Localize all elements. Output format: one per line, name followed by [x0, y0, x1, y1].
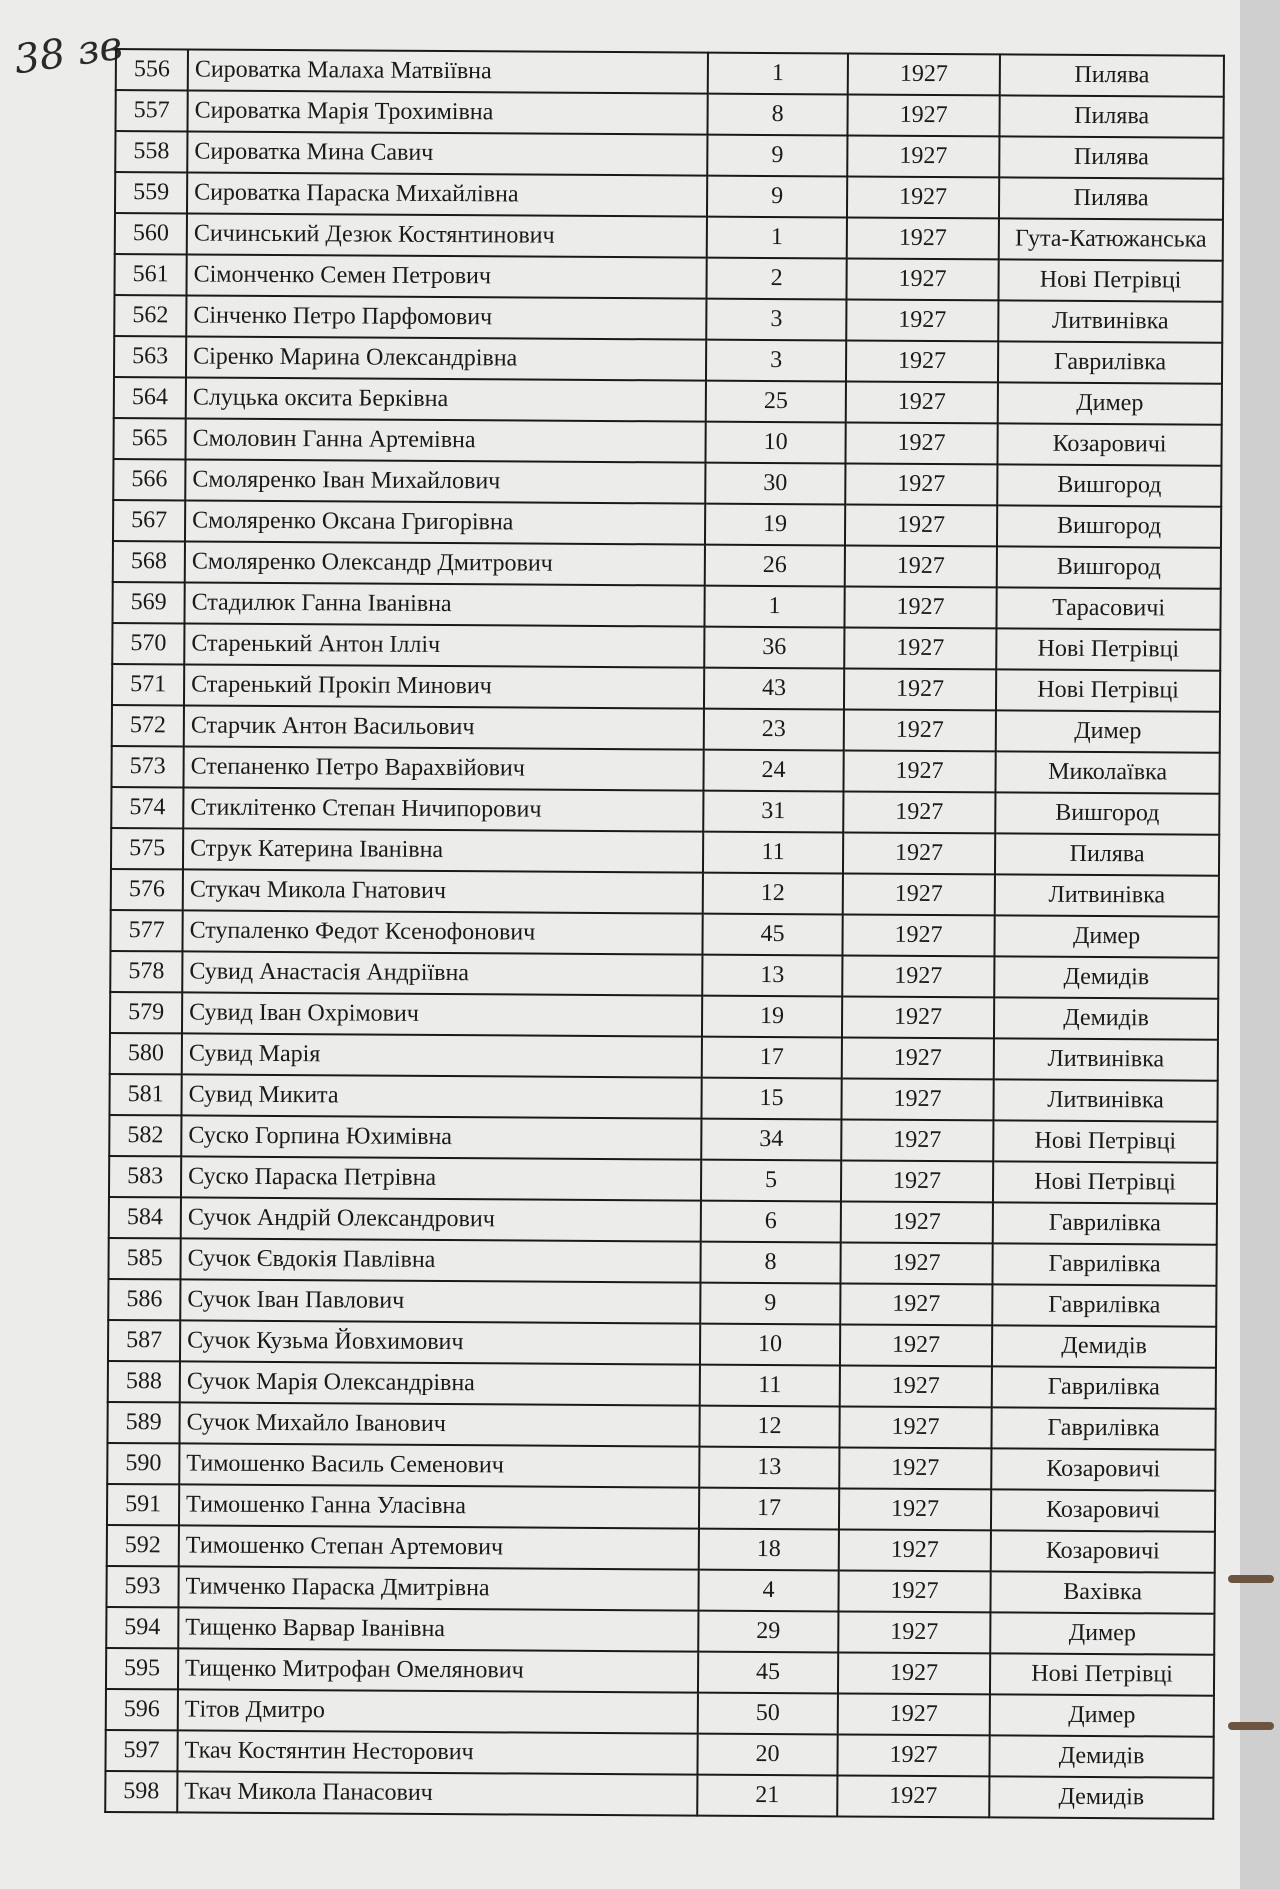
- row-number: 592: [107, 1525, 179, 1566]
- person-name: Стиклітенко Степан Ничипорович: [183, 787, 703, 831]
- row-number: 570: [112, 623, 184, 664]
- table-row: [109, 1156, 1217, 1204]
- row-number: 556: [116, 49, 188, 90]
- person-name: Тимошенко Ганна Уласівна: [179, 1484, 699, 1528]
- year-cell: 1927: [841, 1078, 993, 1120]
- village-cell: Миколаївка: [995, 751, 1219, 793]
- count-cell: 19: [702, 996, 842, 1038]
- table-row: [113, 500, 1221, 548]
- village-cell: Литвинівка: [993, 1079, 1217, 1121]
- count-cell: 10: [700, 1324, 840, 1366]
- binding-thread-icon: [1228, 1722, 1274, 1730]
- person-name: Ступаленко Федот Ксенофонович: [182, 910, 702, 954]
- village-cell: Димер: [998, 382, 1222, 424]
- village-cell: Димер: [990, 1612, 1214, 1654]
- village-cell: Козаровичі: [991, 1530, 1215, 1572]
- person-name: Стадилюк Ганна Іванівна: [184, 582, 704, 626]
- row-number: 564: [114, 377, 186, 418]
- count-cell: 18: [699, 1529, 839, 1571]
- row-number: 557: [115, 90, 187, 131]
- village-cell: Нові Петрівці: [998, 259, 1222, 301]
- row-number: 576: [111, 869, 183, 910]
- year-cell: 1927: [840, 1242, 992, 1284]
- row-number: 583: [109, 1156, 181, 1197]
- village-cell: Козаровичі: [991, 1489, 1215, 1531]
- year-cell: 1927: [843, 832, 995, 874]
- village-cell: Пилява: [999, 136, 1223, 178]
- person-name: Тимошенко Василь Семенович: [179, 1443, 699, 1487]
- village-cell: Литвинівка: [998, 300, 1222, 342]
- person-name: Степаненко Петро Варахвійович: [183, 746, 703, 790]
- village-cell: Димер: [990, 1694, 1214, 1736]
- row-number: 574: [111, 787, 183, 828]
- table-row: [109, 1115, 1217, 1163]
- registry-table: [104, 48, 1225, 1820]
- count-cell: 17: [702, 1037, 842, 1079]
- row-number: 582: [109, 1115, 181, 1156]
- row-number: 559: [115, 172, 187, 213]
- table-row: [115, 172, 1223, 220]
- village-cell: Димер: [996, 710, 1220, 752]
- year-cell: 1927: [845, 463, 997, 505]
- table-row: [111, 787, 1219, 835]
- table-row: [111, 828, 1219, 876]
- table-row: [106, 1607, 1214, 1655]
- village-cell: Вахівка: [990, 1571, 1214, 1613]
- table-row: [113, 418, 1221, 466]
- count-cell: 1: [704, 586, 844, 628]
- row-number: 566: [113, 459, 185, 500]
- village-cell: Гаврилівка: [998, 341, 1222, 383]
- row-number: 558: [115, 131, 187, 172]
- binding-thread-icon: [1228, 1575, 1274, 1583]
- row-number: 597: [105, 1730, 177, 1771]
- table-row: [108, 1238, 1216, 1286]
- table-row: [105, 1730, 1213, 1778]
- row-number: 571: [112, 664, 184, 705]
- count-cell: 12: [699, 1406, 839, 1448]
- person-name: Сучок Марія Олександрівна: [180, 1361, 700, 1405]
- table-row: [110, 951, 1218, 999]
- person-name: Смоляренко Олександр Дмитрович: [185, 541, 705, 585]
- person-name: Тищенко Митрофан Омелянович: [178, 1648, 698, 1692]
- table-row: [113, 459, 1221, 507]
- row-number: 573: [111, 746, 183, 787]
- table-row: [109, 1074, 1217, 1122]
- village-cell: Гаврилівка: [992, 1366, 1216, 1408]
- count-cell: 2: [706, 258, 846, 300]
- count-cell: 10: [705, 422, 845, 464]
- row-number: 580: [110, 1033, 182, 1074]
- person-name: Сувид Іван Охрімович: [182, 992, 702, 1036]
- count-cell: 31: [703, 791, 843, 833]
- person-name: Струк Катерина Іванівна: [183, 828, 703, 872]
- table-row: [106, 1648, 1214, 1696]
- table-row: [107, 1484, 1215, 1532]
- person-name: Старенький Прокіп Минович: [184, 664, 704, 708]
- village-cell: Литвинівка: [995, 874, 1219, 916]
- table-row: [114, 377, 1222, 425]
- table-row: [110, 992, 1218, 1040]
- row-number: 588: [108, 1361, 180, 1402]
- village-cell: Нові Петрівці: [993, 1120, 1217, 1162]
- count-cell: 45: [702, 914, 842, 956]
- row-number: 563: [114, 336, 186, 377]
- row-number: 575: [111, 828, 183, 869]
- year-cell: 1927: [837, 1775, 989, 1817]
- year-cell: 1927: [838, 1570, 990, 1612]
- row-number: 578: [110, 951, 182, 992]
- person-name: Сучок Євдокія Павлівна: [180, 1238, 700, 1282]
- village-cell: Нові Петрівці: [993, 1161, 1217, 1203]
- count-cell: 34: [701, 1119, 841, 1161]
- row-number: 567: [113, 500, 185, 541]
- table-row: [111, 869, 1219, 917]
- row-number: 586: [108, 1279, 180, 1320]
- village-cell: Демидів: [989, 1776, 1213, 1818]
- village-cell: Нові Петрівці: [990, 1653, 1214, 1695]
- row-number: 594: [106, 1607, 178, 1648]
- year-cell: 1927: [847, 94, 999, 136]
- year-cell: 1927: [847, 135, 999, 177]
- person-name: Сироватка Марія Трохимівна: [187, 90, 707, 134]
- village-cell: Димер: [994, 915, 1218, 957]
- year-cell: 1927: [844, 668, 996, 710]
- person-name: Сучок Андрій Олександрович: [181, 1197, 701, 1241]
- row-number: 598: [105, 1771, 177, 1812]
- table-row: [109, 1197, 1217, 1245]
- count-cell: 9: [700, 1283, 840, 1325]
- count-cell: 9: [707, 135, 847, 177]
- village-cell: Гаврилівка: [991, 1407, 1215, 1449]
- village-cell: Гаврилівка: [992, 1284, 1216, 1326]
- village-cell: Пилява: [1000, 54, 1224, 96]
- row-number: 560: [115, 213, 187, 254]
- count-cell: 11: [703, 832, 843, 874]
- table-row: [108, 1361, 1216, 1409]
- year-cell: 1927: [847, 217, 999, 259]
- person-name: Сувид Анастасія Андріївна: [182, 951, 702, 995]
- count-cell: 45: [698, 1652, 838, 1694]
- person-name: Сувид Микита: [181, 1074, 701, 1118]
- year-cell: 1927: [841, 1119, 993, 1161]
- table-row: [112, 705, 1220, 753]
- year-cell: 1927: [837, 1734, 989, 1776]
- count-cell: 1: [707, 217, 847, 259]
- table-row: [108, 1279, 1216, 1327]
- row-number: 590: [107, 1443, 179, 1484]
- table-row: [107, 1443, 1215, 1491]
- year-cell: 1927: [843, 873, 995, 915]
- year-cell: 1927: [842, 914, 994, 956]
- village-cell: Нові Петрівці: [996, 628, 1220, 670]
- year-cell: 1927: [840, 1283, 992, 1325]
- village-cell: Гута-Катюжанська: [999, 218, 1223, 260]
- page-edge: [1240, 0, 1280, 1889]
- village-cell: Демидів: [994, 997, 1218, 1039]
- table-row: [116, 49, 1224, 97]
- row-number: 581: [109, 1074, 181, 1115]
- year-cell: 1927: [839, 1447, 991, 1489]
- count-cell: 20: [697, 1734, 837, 1776]
- row-number: 568: [113, 541, 185, 582]
- row-number: 565: [113, 418, 185, 459]
- count-cell: 23: [704, 709, 844, 751]
- person-name: Суско Параска Петрівна: [181, 1156, 701, 1200]
- person-name: Сичинський Дезюк Костянтинович: [187, 213, 707, 257]
- village-cell: Пилява: [999, 177, 1223, 219]
- year-cell: 1927: [845, 422, 997, 464]
- person-name: Сироватка Параска Михайлівна: [187, 172, 707, 216]
- table-row: [114, 254, 1222, 302]
- year-cell: 1927: [846, 258, 998, 300]
- count-cell: 25: [706, 381, 846, 423]
- year-cell: 1927: [846, 340, 998, 382]
- person-name: Слуцька оксита Берківна: [186, 377, 706, 421]
- year-cell: 1927: [841, 1160, 993, 1202]
- table-row: [106, 1566, 1214, 1614]
- person-name: Сучок Іван Павлович: [180, 1279, 700, 1323]
- person-name: Тітов Дмитро: [178, 1689, 698, 1733]
- table-row: [112, 582, 1220, 630]
- year-cell: 1927: [839, 1529, 991, 1571]
- year-cell: 1927: [843, 791, 995, 833]
- village-cell: Козаровичі: [991, 1448, 1215, 1490]
- village-cell: Гаврилівка: [993, 1202, 1217, 1244]
- table-row: [115, 131, 1223, 179]
- row-number: 584: [109, 1197, 181, 1238]
- count-cell: 36: [704, 627, 844, 669]
- table-row: [115, 213, 1223, 261]
- row-number: 579: [110, 992, 182, 1033]
- year-cell: 1927: [847, 176, 999, 218]
- count-cell: 15: [701, 1078, 841, 1120]
- year-cell: 1927: [838, 1652, 990, 1694]
- village-cell: Демидів: [992, 1325, 1216, 1367]
- village-cell: Демидів: [989, 1735, 1213, 1777]
- row-number: 572: [112, 705, 184, 746]
- row-number: 589: [107, 1402, 179, 1443]
- count-cell: 50: [698, 1693, 838, 1735]
- year-cell: 1927: [845, 545, 997, 587]
- count-cell: 12: [703, 873, 843, 915]
- person-name: Смоляренко Оксана Григорівна: [185, 500, 705, 544]
- row-number: 585: [108, 1238, 180, 1279]
- table-row: [107, 1402, 1215, 1450]
- count-cell: 21: [697, 1775, 837, 1817]
- count-cell: 19: [705, 504, 845, 546]
- count-cell: 8: [707, 94, 847, 136]
- person-name: Суско Горпина Юхимівна: [181, 1115, 701, 1159]
- count-cell: 4: [698, 1570, 838, 1612]
- person-name: Сучок Михайло Іванович: [179, 1402, 699, 1446]
- year-cell: 1927: [840, 1324, 992, 1366]
- year-cell: 1927: [839, 1488, 991, 1530]
- person-name: Сироватка Мина Савич: [187, 131, 707, 175]
- row-number: 561: [114, 254, 186, 295]
- handwritten-page-mark: 38 зв: [11, 22, 126, 84]
- person-name: Старенький Антон Ілліч: [184, 623, 704, 667]
- table-row: [108, 1320, 1216, 1368]
- person-name: Тищенко Варвар Іванівна: [178, 1607, 698, 1651]
- year-cell: 1927: [844, 627, 996, 669]
- year-cell: 1927: [841, 1201, 993, 1243]
- count-cell: 3: [706, 299, 846, 341]
- village-cell: Нові Петрівці: [996, 669, 1220, 711]
- table-row: [114, 295, 1222, 343]
- table-row: [110, 910, 1218, 958]
- year-cell: 1927: [846, 299, 998, 341]
- year-cell: 1927: [838, 1611, 990, 1653]
- year-cell: 1927: [844, 586, 996, 628]
- village-cell: Козаровичі: [997, 423, 1221, 465]
- person-name: Стукач Микола Гнатович: [183, 869, 703, 913]
- count-cell: 6: [701, 1201, 841, 1243]
- village-cell: Вишгород: [995, 792, 1219, 834]
- person-name: Сінченко Петро Парфомович: [186, 295, 706, 339]
- count-cell: 9: [707, 176, 847, 218]
- count-cell: 8: [700, 1242, 840, 1284]
- person-name: Ткач Костянтин Несторович: [177, 1730, 697, 1774]
- count-cell: 3: [706, 340, 846, 382]
- year-cell: 1927: [848, 53, 1000, 95]
- count-cell: 13: [699, 1447, 839, 1489]
- count-cell: 26: [705, 545, 845, 587]
- count-cell: 13: [702, 955, 842, 997]
- person-name: Тимошенко Степан Артемович: [179, 1525, 699, 1569]
- count-cell: 11: [700, 1365, 840, 1407]
- row-number: 591: [107, 1484, 179, 1525]
- table-row: [111, 746, 1219, 794]
- row-number: 577: [110, 910, 182, 951]
- year-cell: 1927: [838, 1693, 990, 1735]
- village-cell: Пилява: [999, 95, 1223, 137]
- person-name: Сучок Кузьма Йовхимович: [180, 1320, 700, 1364]
- person-name: Смоловин Ганна Артемівна: [185, 418, 705, 462]
- village-cell: Вишгород: [997, 464, 1221, 506]
- count-cell: 17: [699, 1488, 839, 1530]
- person-name: Смоляренко Іван Михайлович: [185, 459, 705, 503]
- year-cell: 1927: [845, 504, 997, 546]
- table-row: [113, 541, 1221, 589]
- count-cell: 1: [708, 53, 848, 95]
- table-row: [112, 623, 1220, 671]
- row-number: 562: [114, 295, 186, 336]
- count-cell: 24: [703, 750, 843, 792]
- year-cell: 1927: [846, 381, 998, 423]
- person-name: Ткач Микола Панасович: [177, 1771, 697, 1815]
- year-cell: 1927: [843, 750, 995, 792]
- village-cell: Пилява: [995, 833, 1219, 875]
- person-name: Тимченко Параска Дмитрівна: [178, 1566, 698, 1610]
- row-number: 593: [106, 1566, 178, 1607]
- year-cell: 1927: [844, 709, 996, 751]
- row-number: 569: [112, 582, 184, 623]
- table-row: [110, 1033, 1218, 1081]
- person-name: Сувид Марія: [182, 1033, 702, 1077]
- table-row: [107, 1525, 1215, 1573]
- count-cell: 43: [704, 668, 844, 710]
- person-name: Сіренко Марина Олександрівна: [186, 336, 706, 380]
- village-cell: Демидів: [994, 956, 1218, 998]
- registry-body: [105, 49, 1224, 1819]
- table-row: [106, 1689, 1214, 1737]
- village-cell: Гаврилівка: [992, 1243, 1216, 1285]
- count-cell: 5: [701, 1160, 841, 1202]
- row-number: 595: [106, 1648, 178, 1689]
- table-row: [112, 664, 1220, 712]
- row-number: 596: [106, 1689, 178, 1730]
- year-cell: 1927: [842, 1037, 994, 1079]
- village-cell: Вишгород: [997, 505, 1221, 547]
- row-number: 587: [108, 1320, 180, 1361]
- count-cell: 29: [698, 1611, 838, 1653]
- person-name: Сімонченко Семен Петрович: [186, 254, 706, 298]
- table-row: [105, 1771, 1213, 1819]
- person-name: Старчик Антон Васильович: [184, 705, 704, 749]
- year-cell: 1927: [842, 955, 994, 997]
- table-row: [114, 336, 1222, 384]
- village-cell: Тарасовичі: [996, 587, 1220, 629]
- village-cell: Вишгород: [997, 546, 1221, 588]
- table-row: [115, 90, 1223, 138]
- village-cell: Литвинівка: [994, 1038, 1218, 1080]
- year-cell: 1927: [839, 1406, 991, 1448]
- count-cell: 30: [705, 463, 845, 505]
- year-cell: 1927: [840, 1365, 992, 1407]
- year-cell: 1927: [842, 996, 994, 1038]
- person-name: Сироватка Малаха Матвіївна: [188, 49, 708, 93]
